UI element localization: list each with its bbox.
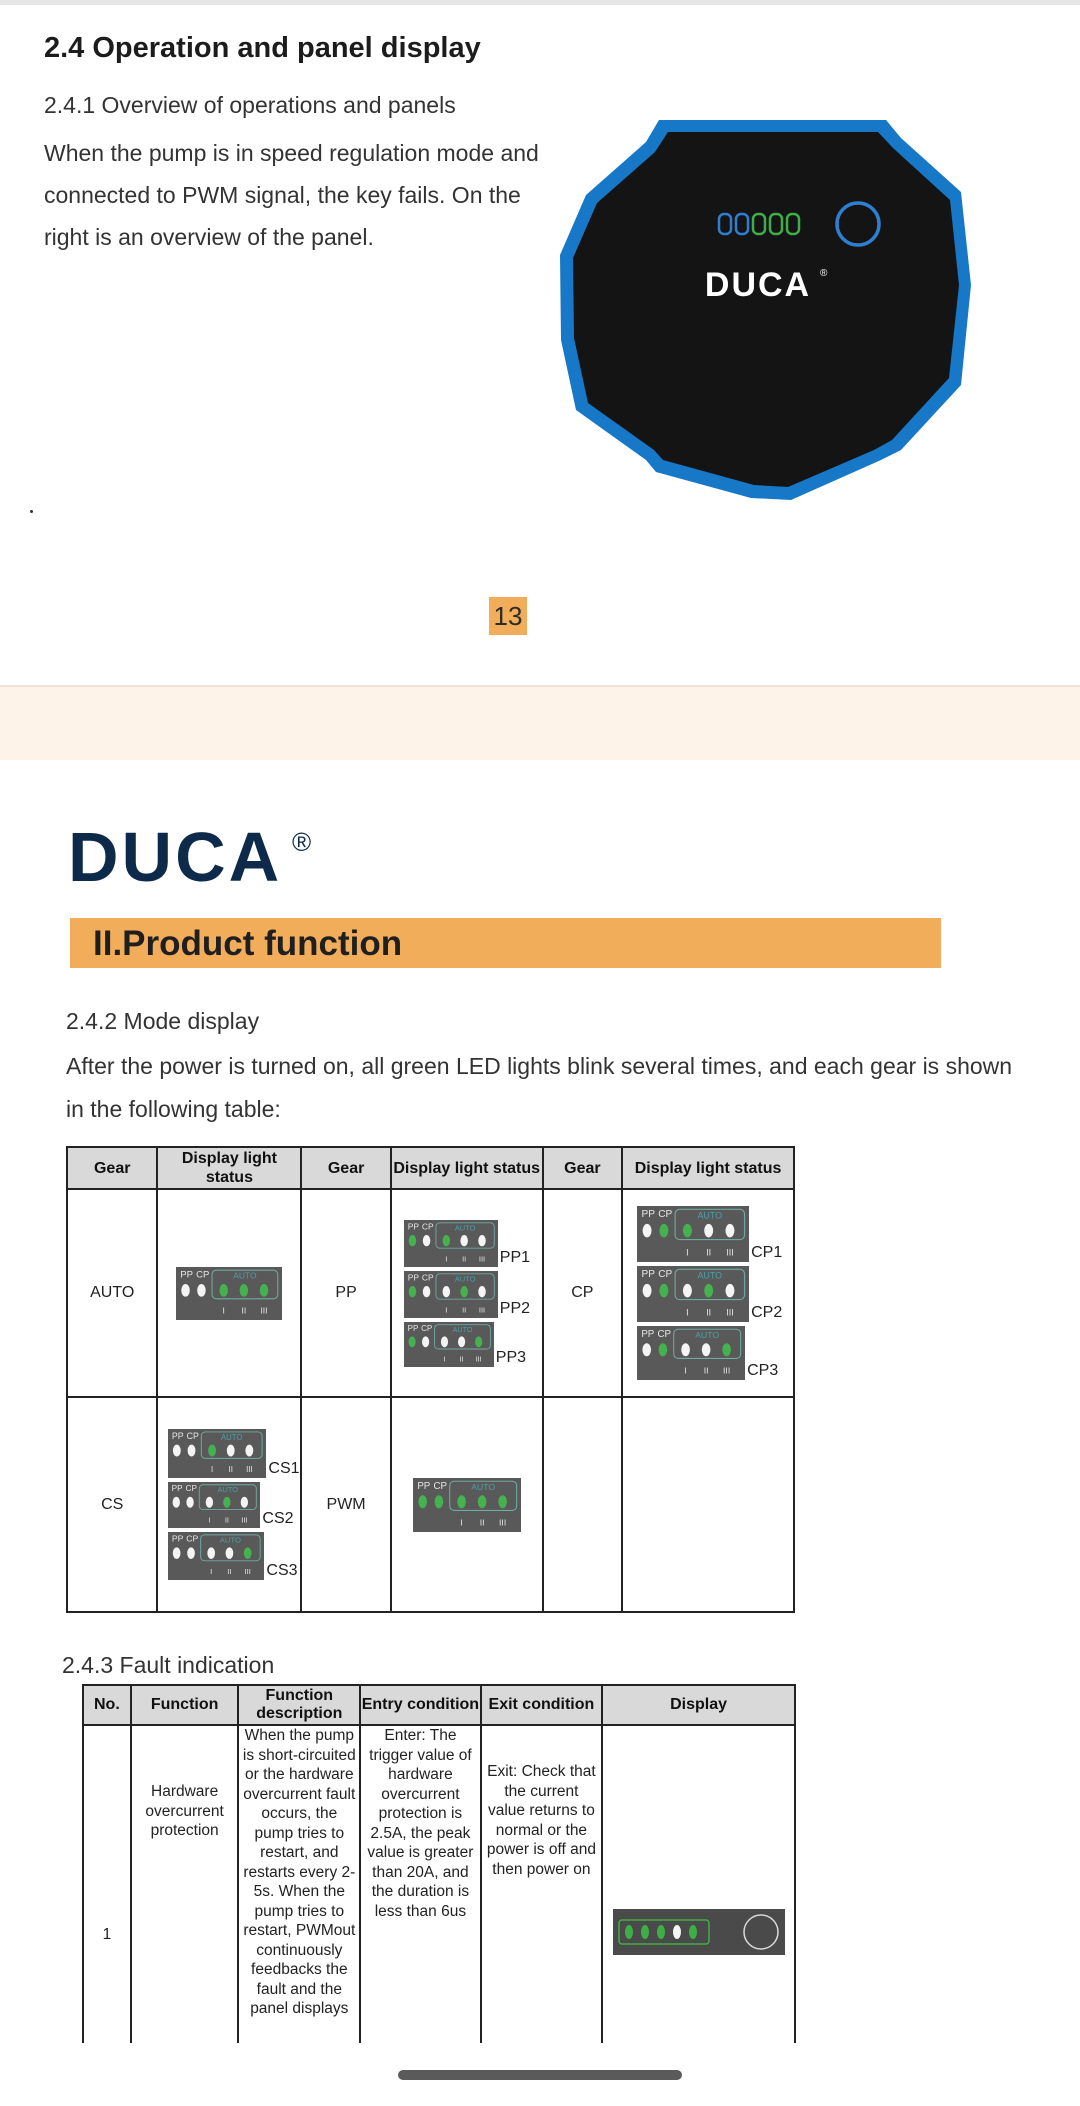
- svg-text:I: I: [684, 1365, 687, 1376]
- svg-text:PP: PP: [172, 1533, 184, 1544]
- body-text: When the pump is in speed regulation mode and connected to PWM signal, the key fails. On the right is an overview of the panel.: [44, 140, 539, 250]
- gear-pp: PP: [301, 1189, 390, 1397]
- fault-table: [82, 1684, 796, 2043]
- svg-text:III: III: [475, 1354, 482, 1364]
- svg-text:II: II: [706, 1247, 712, 1258]
- svg-text:I: I: [445, 1253, 448, 1263]
- panel-brand-mark: ®: [820, 268, 828, 279]
- svg-text:AUTO: AUTO: [221, 1432, 243, 1442]
- svg-text:CP: CP: [433, 1480, 447, 1492]
- label-pp1: PP1: [499, 1248, 531, 1266]
- fault-header-exit: Exit condition: [481, 1685, 602, 1725]
- svg-text:I: I: [686, 1247, 689, 1258]
- label-cp2: CP2: [751, 1304, 783, 1321]
- svg-text:III: III: [260, 1305, 268, 1316]
- svg-text:II: II: [706, 1307, 712, 1318]
- fault-display-panel: [613, 1909, 785, 1961]
- svg-text:II: II: [459, 1354, 464, 1364]
- svg-text:PP: PP: [172, 1484, 184, 1494]
- header-gear-1: Gear: [67, 1147, 157, 1189]
- svg-text:I: I: [208, 1515, 211, 1525]
- label-cp3: CP3: [747, 1362, 779, 1379]
- gear-auto: AUTO: [67, 1189, 157, 1397]
- svg-text:III: III: [498, 1517, 506, 1528]
- header-display-3: Display light status: [622, 1147, 794, 1189]
- svg-text:AUTO: AUTO: [697, 1270, 723, 1281]
- header-gear-2: Gear: [301, 1147, 390, 1189]
- label-cs3: CS3: [266, 1562, 298, 1579]
- section-band-title: II.Product function: [93, 924, 403, 963]
- svg-text:AUTO: AUTO: [454, 1222, 476, 1232]
- svg-text:AUTO: AUTO: [218, 1485, 239, 1495]
- svg-text:CP: CP: [658, 1269, 673, 1281]
- svg-text:PP: PP: [641, 1209, 656, 1221]
- fault-header-entry: Entry condition: [360, 1685, 481, 1725]
- label-cs2: CS2: [262, 1510, 294, 1527]
- svg-text:PP: PP: [641, 1328, 655, 1340]
- svg-text:AUTO: AUTO: [695, 1329, 720, 1340]
- svg-text:I: I: [210, 1567, 213, 1577]
- table-row: [83, 1725, 795, 2043]
- svg-text:III: III: [726, 1307, 734, 1318]
- page-number: 13: [489, 597, 527, 635]
- label-pp2: PP2: [499, 1299, 531, 1317]
- svg-text:II: II: [461, 1253, 467, 1263]
- svg-text:I: I: [445, 1304, 448, 1314]
- fault-no: 1: [83, 1725, 131, 2043]
- header-display-2: Display light status: [391, 1147, 543, 1189]
- header-gear-3: Gear: [543, 1147, 622, 1189]
- fault-description: When the pump is short-circuited or the hardware overcurrent fault occurs, the pump tries to restart, and restarts every 2-5s. When the pump tries to restart, PWMout continuously feedbacks the fault and the panel displays: [238, 1725, 360, 2043]
- fault-header-description: Function description: [238, 1685, 360, 1725]
- svg-text:III: III: [244, 1567, 252, 1577]
- svg-text:I: I: [686, 1307, 689, 1318]
- subsection-title: 2.4.1 Overview of operations and panels: [44, 92, 456, 118]
- svg-text:II: II: [241, 1305, 247, 1316]
- svg-text:AUTO: AUTO: [470, 1481, 495, 1492]
- svg-text:III: III: [726, 1247, 734, 1258]
- svg-text:III: III: [241, 1515, 248, 1525]
- header-display-1: Display light status: [157, 1147, 301, 1189]
- svg-text:III: III: [723, 1365, 731, 1376]
- svg-text:I: I: [460, 1517, 463, 1528]
- svg-text:PP: PP: [641, 1269, 656, 1281]
- mode-display-body: After the power is turned on, all green LED lights blink several times, and each gear is shown in the following table:: [66, 1053, 1013, 1122]
- svg-text:II: II: [703, 1365, 709, 1376]
- gear-cp: CP: [543, 1189, 622, 1397]
- svg-text:CP: CP: [421, 1271, 434, 1282]
- mode-display-title: 2.4.2 Mode display: [66, 1008, 260, 1034]
- svg-text:CP: CP: [185, 1484, 198, 1494]
- svg-text:AUTO: AUTO: [220, 1535, 242, 1545]
- home-indicator[interactable]: [398, 2070, 682, 2080]
- svg-text:AUTO: AUTO: [697, 1210, 723, 1221]
- svg-text:AUTO: AUTO: [233, 1270, 257, 1281]
- label-pp3: PP3: [495, 1348, 527, 1366]
- svg-text:PP: PP: [172, 1430, 185, 1441]
- svg-text:PP: PP: [407, 1323, 419, 1333]
- fault-entry: Enter: The trigger value of hardware overcurrent protection is 2.5A, the peak value is greater than 20A, and the duration is less than 6us: [360, 1725, 481, 2043]
- svg-text:III: III: [478, 1304, 485, 1314]
- svg-text:I: I: [211, 1465, 214, 1475]
- label-cp1: CP1: [751, 1244, 783, 1261]
- fault-header-function: Function: [131, 1685, 239, 1725]
- svg-text:AUTO: AUTO: [454, 1273, 476, 1283]
- section-title: 2.4 Operation and panel display: [44, 32, 481, 64]
- svg-text:I: I: [222, 1305, 226, 1316]
- svg-text:CP: CP: [421, 1220, 434, 1231]
- svg-text:PP: PP: [180, 1269, 194, 1281]
- logo-mark: ®: [292, 827, 312, 857]
- svg-text:II: II: [461, 1304, 467, 1314]
- logo-text: DUCA: [68, 818, 283, 896]
- fault-function: Hardware overcurrent protection: [131, 1725, 239, 2043]
- fault-exit: Exit: Check that the current value returns to normal or the power is off and then power on: [481, 1725, 602, 2043]
- gear-cs: CS: [67, 1397, 157, 1612]
- svg-text:III: III: [246, 1465, 254, 1475]
- svg-text:PP: PP: [417, 1480, 430, 1492]
- svg-text:PP: PP: [407, 1220, 419, 1231]
- fault-header-no: No.: [83, 1685, 131, 1725]
- svg-text:II: II: [228, 1465, 234, 1475]
- svg-text:CP: CP: [186, 1533, 199, 1544]
- panel-brand-text: DUCA: [704, 266, 812, 304]
- label-cs1: CS1: [268, 1460, 300, 1477]
- svg-text:CP: CP: [420, 1323, 433, 1333]
- svg-text:CP: CP: [196, 1269, 210, 1281]
- svg-text:AUTO: AUTO: [452, 1324, 473, 1334]
- fault-indication-title: 2.4.3 Fault indication: [62, 1652, 275, 1678]
- gear-pwm: PWM: [301, 1397, 390, 1612]
- svg-text:CP: CP: [658, 1209, 673, 1221]
- svg-text:I: I: [443, 1354, 446, 1364]
- svg-text:II: II: [479, 1517, 485, 1528]
- svg-text:PP: PP: [407, 1271, 419, 1282]
- svg-text:II: II: [227, 1567, 232, 1577]
- svg-text:CP: CP: [657, 1328, 672, 1340]
- svg-text:CP: CP: [187, 1430, 200, 1441]
- svg-text:II: II: [225, 1515, 230, 1525]
- svg-text:III: III: [478, 1253, 485, 1263]
- fault-header-display: Display: [602, 1685, 795, 1725]
